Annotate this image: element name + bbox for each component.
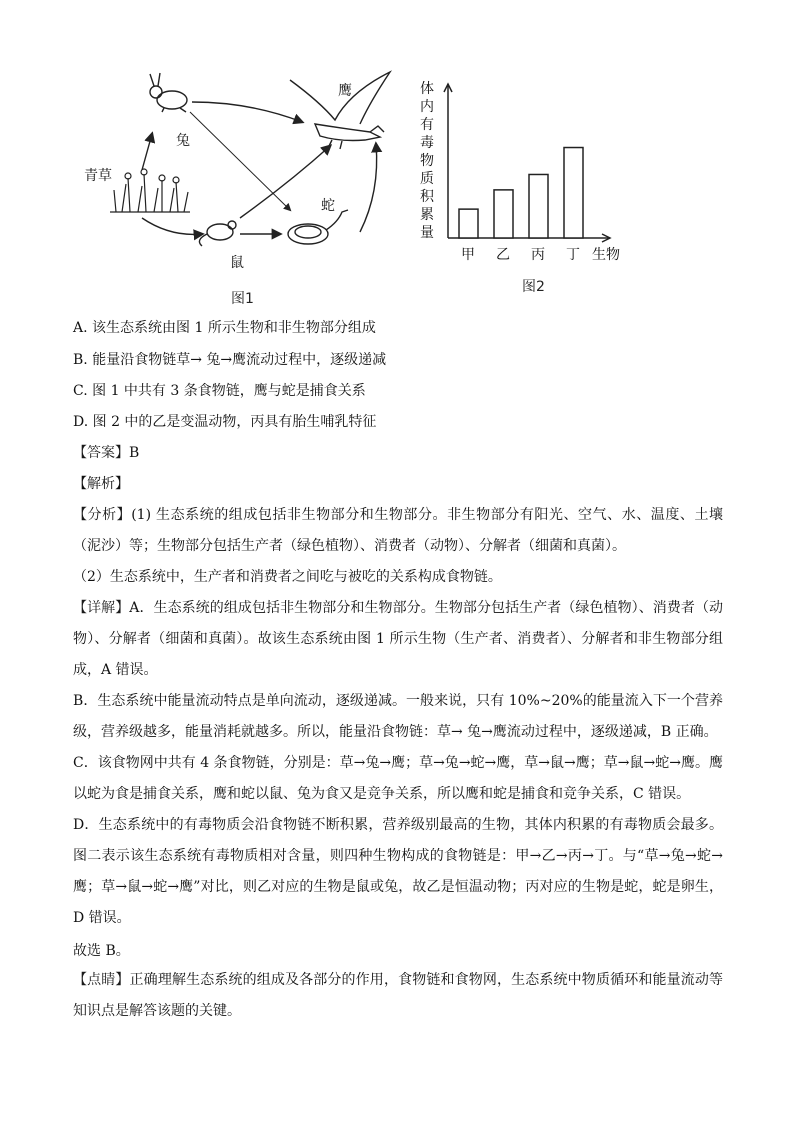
chart-category-label: 丁 bbox=[566, 247, 580, 263]
arrow-grass-mouse bbox=[142, 218, 202, 234]
figure2-caption: 图2 bbox=[522, 279, 545, 295]
arrow-snake-hawk bbox=[360, 144, 377, 232]
answer-value: B bbox=[129, 445, 140, 461]
answer-tag: 【答案】 bbox=[73, 445, 129, 461]
arrow-grass-rabbit bbox=[142, 134, 152, 170]
chart-bar-3 bbox=[529, 174, 548, 238]
detail-a-text: A．生态系统的组成包括非生物部分和生物部分。生物部分包括生产者（绿色植物）、消费者（动物）、分解者（细菌和真菌）。故该生态系统由图 1 所示生物（生产者、消费者）、分解者和非生物部分组成，A 错误。 bbox=[73, 600, 724, 678]
label-rabbit: 兔 bbox=[176, 133, 190, 149]
chart-y-label-char: 体 bbox=[420, 81, 434, 97]
detail-d: D．生态系统中的有毒物质会沿食物链不断积累，营养级别最高的生物，其体内积累的有毒物质会最多。图二表示该生态系统有毒物质相对含量，则四种生物构成的食物链是：甲→乙→丙→丁。与“草→兔→蛇→鹰；草→鼠→蛇→鹰”对比，则乙对应的生物是鼠或兔，故乙是恒温动物；丙对应的生物是蛇，蛇是卵生，D 错误。 bbox=[73, 817, 723, 926]
option-b: B. 能量沿食物链草→ 兔→鹰流动过程中，逐级递减 bbox=[73, 352, 387, 368]
chart-y-label-char: 量 bbox=[420, 225, 434, 241]
comment-text: 正确理解生态系统的组成及各部分的作用，食物链和食物网，生态系统中物质循环和能量流动等知识点是解答该题的关键。 bbox=[73, 972, 724, 1019]
detail-c: C．该食物网中共有 4 条食物链，分别是：草→兔→鹰；草→兔→蛇→鹰，草→鼠→鹰；草→鼠→蛇→鹰。鹰以蛇为食是捕食关系，鹰和蛇以鼠、兔为食又是竞争关系，所以鹰和蛇是捕食和竞争关系，C 错误。 bbox=[73, 755, 723, 802]
mouse-drawing bbox=[199, 221, 236, 246]
food-web-figure bbox=[80, 62, 420, 277]
detail-b: B．生态系统中能量流动特点是单向流动，逐级递减。一般来说，只有 10%~20%的能量流入下一个营养级，营养级越多，能量消耗就越多。所以，能量沿食物链：草→ 兔→鹰流动过程中，逐级递减，B 正确。 bbox=[73, 693, 723, 740]
chart-bar-4 bbox=[564, 148, 583, 238]
label-grass: 青草 bbox=[84, 168, 112, 184]
chart-y-label-char: 有 bbox=[420, 117, 434, 133]
figure1-caption: 图1 bbox=[231, 291, 254, 307]
chart-x-unit: 生物 bbox=[592, 247, 620, 263]
chart-category-label: 乙 bbox=[496, 247, 510, 263]
conclusion: 故选 B。 bbox=[73, 943, 130, 959]
chart-y-label-char: 累 bbox=[420, 207, 434, 223]
comment bbox=[73, 965, 723, 1027]
chart-y-label-char: 物 bbox=[420, 153, 434, 169]
analysis-p1 bbox=[73, 500, 723, 562]
detail-a bbox=[73, 593, 723, 686]
analysis-tag: 【解析】 bbox=[73, 476, 129, 492]
label-mouse: 鼠 bbox=[230, 255, 244, 271]
chart-y-label bbox=[420, 80, 436, 242]
chart-category-label: 丙 bbox=[531, 247, 545, 263]
grass-drawing bbox=[110, 169, 190, 212]
chart-y-label-char: 质 bbox=[420, 171, 434, 187]
chart-bar-1 bbox=[459, 209, 478, 238]
chart-category-label: 甲 bbox=[461, 247, 475, 263]
snake-drawing bbox=[288, 210, 348, 244]
label-hawk: 鹰 bbox=[338, 83, 352, 99]
rabbit-drawing bbox=[150, 73, 187, 112]
arrow-mouse-hawk bbox=[240, 146, 330, 218]
arrow-rabbit-snake bbox=[190, 112, 290, 210]
option-c: C. 图 1 中共有 3 条食物链，鹰与蛇是捕食关系 bbox=[73, 383, 366, 399]
answer-line bbox=[73, 443, 139, 463]
arrow-rabbit-hawk bbox=[192, 102, 302, 122]
label-snake: 蛇 bbox=[321, 198, 335, 214]
analysis-p1-text: (1) 生态系统的组成包括非生物部分和生物部分。非生物部分有阳光、空气、水、温度、土壤（泥沙）等；生物部分包括生产者（绿色植物）、消费者（动物）、分解者（细菌和真菌）。 bbox=[73, 507, 724, 554]
analysis-tag-inline: 【分析】 bbox=[73, 507, 132, 523]
chart-y-label-char: 毒 bbox=[420, 135, 434, 151]
chart-y-label-char: 内 bbox=[420, 99, 434, 115]
comment-tag: 【点睛】 bbox=[73, 972, 130, 988]
option-a: A. 该生态系统由图 1 所示生物和非生物部分组成 bbox=[73, 320, 376, 336]
chart-y-label-char: 积 bbox=[420, 189, 434, 205]
toxin-bar-chart bbox=[440, 80, 640, 245]
detail-tag: 【详解】 bbox=[73, 600, 130, 616]
chart-bar-2 bbox=[494, 190, 513, 238]
option-d: D. 图 2 中的乙是变温动物，丙具有胎生哺乳特征 bbox=[73, 414, 377, 430]
analysis-p2: （2）生态系统中，生产者和消费者之间吃与被吃的关系构成食物链。 bbox=[73, 569, 502, 585]
